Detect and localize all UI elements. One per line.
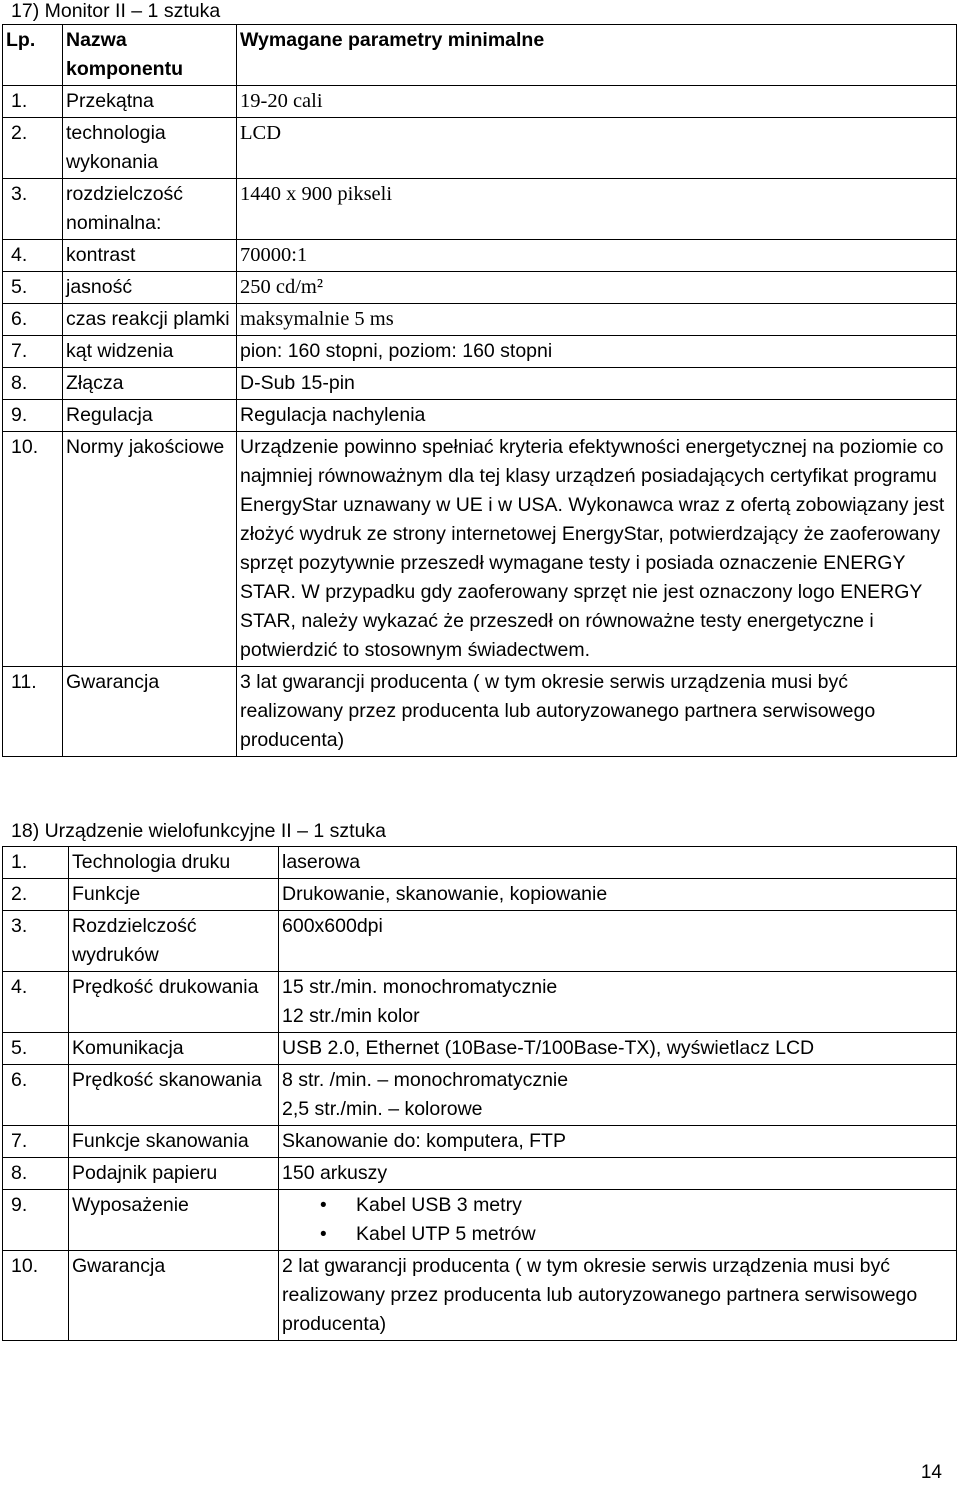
table-row: [3, 879, 957, 911]
table-row: [3, 336, 957, 368]
table-row: [3, 179, 957, 240]
table-row: [3, 240, 957, 272]
row-number: 1.: [3, 847, 69, 879]
row-number: 6.: [3, 304, 63, 336]
table-row: [3, 1065, 957, 1126]
row-value: [279, 972, 957, 1033]
row-name: Rozdzielczość wydruków: [69, 911, 279, 972]
row-number: 10.: [3, 432, 63, 667]
row-name: Prędkość skanowania: [69, 1065, 279, 1126]
equipment-list: [282, 1191, 953, 1249]
row-number: 5.: [3, 1033, 69, 1065]
row-value: [279, 1190, 957, 1251]
row-value: 600x600dpi: [279, 911, 957, 972]
row-name: Funkcje skanowania: [69, 1126, 279, 1158]
row-number: 9.: [3, 400, 63, 432]
row-number: 11.: [3, 667, 63, 757]
table-row: [3, 272, 957, 304]
row-value: 250 cd/m²: [237, 272, 957, 304]
value-line: 12 str./min kolor: [282, 1005, 420, 1027]
header-lp: Lp.: [3, 25, 63, 86]
row-number: 4.: [3, 240, 63, 272]
section-17-title: 17) Monitor II – 1 sztuka: [11, 0, 221, 22]
row-number: 7.: [3, 1126, 69, 1158]
row-name: rozdzielczość nominalna:: [63, 179, 237, 240]
monitor-spec-table: [2, 24, 957, 757]
table-row: [3, 432, 957, 667]
row-number: 5.: [3, 272, 63, 304]
row-name: Gwarancja: [63, 667, 237, 757]
row-number: 2.: [3, 118, 63, 179]
table-row: [3, 368, 957, 400]
row-value: 70000:1: [237, 240, 957, 272]
table-row: [3, 1126, 957, 1158]
row-value: 2 lat gwarancji producenta ( w tym okresie serwis urządzenia musi być realizowany przez producenta lub autoryzowanego partnera serwisowego producenta): [279, 1251, 957, 1341]
value-line: 15 str./min. monochromatycznie: [282, 976, 558, 998]
row-number: 8.: [3, 368, 63, 400]
row-value: LCD: [237, 118, 957, 179]
row-number: 3.: [3, 911, 69, 972]
row-number: 8.: [3, 1158, 69, 1190]
row-number: 10.: [3, 1251, 69, 1341]
row-number: 1.: [3, 86, 63, 118]
row-name: Podajnik papieru: [69, 1158, 279, 1190]
page-number: 14: [920, 1462, 942, 1483]
table-row: [3, 1158, 957, 1190]
row-name: technologia wykonania: [63, 118, 237, 179]
header-param: Wymagane parametry minimalne: [237, 25, 957, 86]
value-line: 8 str. /min. – monochromatycznie: [282, 1069, 569, 1091]
row-name: Funkcje: [69, 879, 279, 911]
row-value: Urządzenie powinno spełniać kryteria efektywności energetycznej na poziomie co najmniej równoważnym dla tej klasy urządzeń posiadających certyfikat programu EnergyStar uznawany w UE i w USA. Wykonawca wraz z ofertą zobowiązany jest złożyć wydruk ze strony internetowej EnergyStar, potwierdzający że zaoferowany sprzęt pozytywnie przeszedł wymagane testy i posiada oznaczenie ENERGY STAR. W przypadku gdy zaoferowany sprzęt nie jest oznaczony logo ENERGY STAR, należy wykazać że przeszedł on równoważne testy energetyczne i potwierdzić to stosownym świadectwem.: [237, 432, 957, 667]
table-row: [3, 972, 957, 1033]
row-value: 19-20 cali: [237, 86, 957, 118]
row-value: Regulacja nachylenia: [237, 400, 957, 432]
row-number: 2.: [3, 879, 69, 911]
row-name: Technologia druku: [69, 847, 279, 879]
row-name: Złącza: [63, 368, 237, 400]
row-name: czas reakcji plamki: [63, 304, 237, 336]
value-line: 2,5 str./min. – kolorowe: [282, 1098, 483, 1120]
row-value: [279, 1065, 957, 1126]
mfp-spec-table: [2, 846, 957, 1341]
row-name: jasność: [63, 272, 237, 304]
row-name: Gwarancja: [69, 1251, 279, 1341]
row-number: 9.: [3, 1190, 69, 1251]
table-row: [3, 86, 957, 118]
row-name: Normy jakościowe: [63, 432, 237, 667]
row-number: 7.: [3, 336, 63, 368]
table-row: [3, 847, 957, 879]
row-value: 1440 x 900 pikseli: [237, 179, 957, 240]
row-value: 150 arkuszy: [279, 1158, 957, 1190]
row-name: Prędkość drukowania: [69, 972, 279, 1033]
row-value: pion: 160 stopni, poziom: 160 stopni: [237, 336, 957, 368]
table-row: [3, 118, 957, 179]
row-value: maksymalnie 5 ms: [237, 304, 957, 336]
table-row: [3, 1033, 957, 1065]
row-name: kąt widzenia: [63, 336, 237, 368]
row-name: Wyposażenie: [69, 1190, 279, 1251]
list-item: • Kabel UTP 5 metrów: [282, 1220, 953, 1249]
table-header-row: [3, 25, 957, 86]
row-name: Przekątna: [63, 86, 237, 118]
row-value: laserowa: [279, 847, 957, 879]
row-value: USB 2.0, Ethernet (10Base-T/100Base-TX), wyświetlacz LCD: [279, 1033, 957, 1065]
row-number: 4.: [3, 972, 69, 1033]
table-row: [3, 911, 957, 972]
table-row: [3, 1190, 957, 1251]
row-number: 3.: [3, 179, 63, 240]
table-row: [3, 304, 957, 336]
header-name: Nazwa komponentu: [63, 25, 237, 86]
row-value: Drukowanie, skanowanie, kopiowanie: [279, 879, 957, 911]
section-18-title: 18) Urządzenie wielofunkcyjne II – 1 sztuka: [11, 820, 387, 842]
row-name: Komunikacja: [69, 1033, 279, 1065]
table-row: [3, 667, 957, 757]
list-item: • Kabel USB 3 metry: [282, 1191, 953, 1220]
row-value: Skanowanie do: komputera, FTP: [279, 1126, 957, 1158]
row-value: 3 lat gwarancji producenta ( w tym okresie serwis urządzenia musi być realizowany przez producenta lub autoryzowanego partnera serwisowego producenta): [237, 667, 957, 757]
row-name: Regulacja: [63, 400, 237, 432]
table-row: [3, 400, 957, 432]
row-value: D-Sub 15-pin: [237, 368, 957, 400]
table-row: [3, 1251, 957, 1341]
row-number: 6.: [3, 1065, 69, 1126]
row-name: kontrast: [63, 240, 237, 272]
